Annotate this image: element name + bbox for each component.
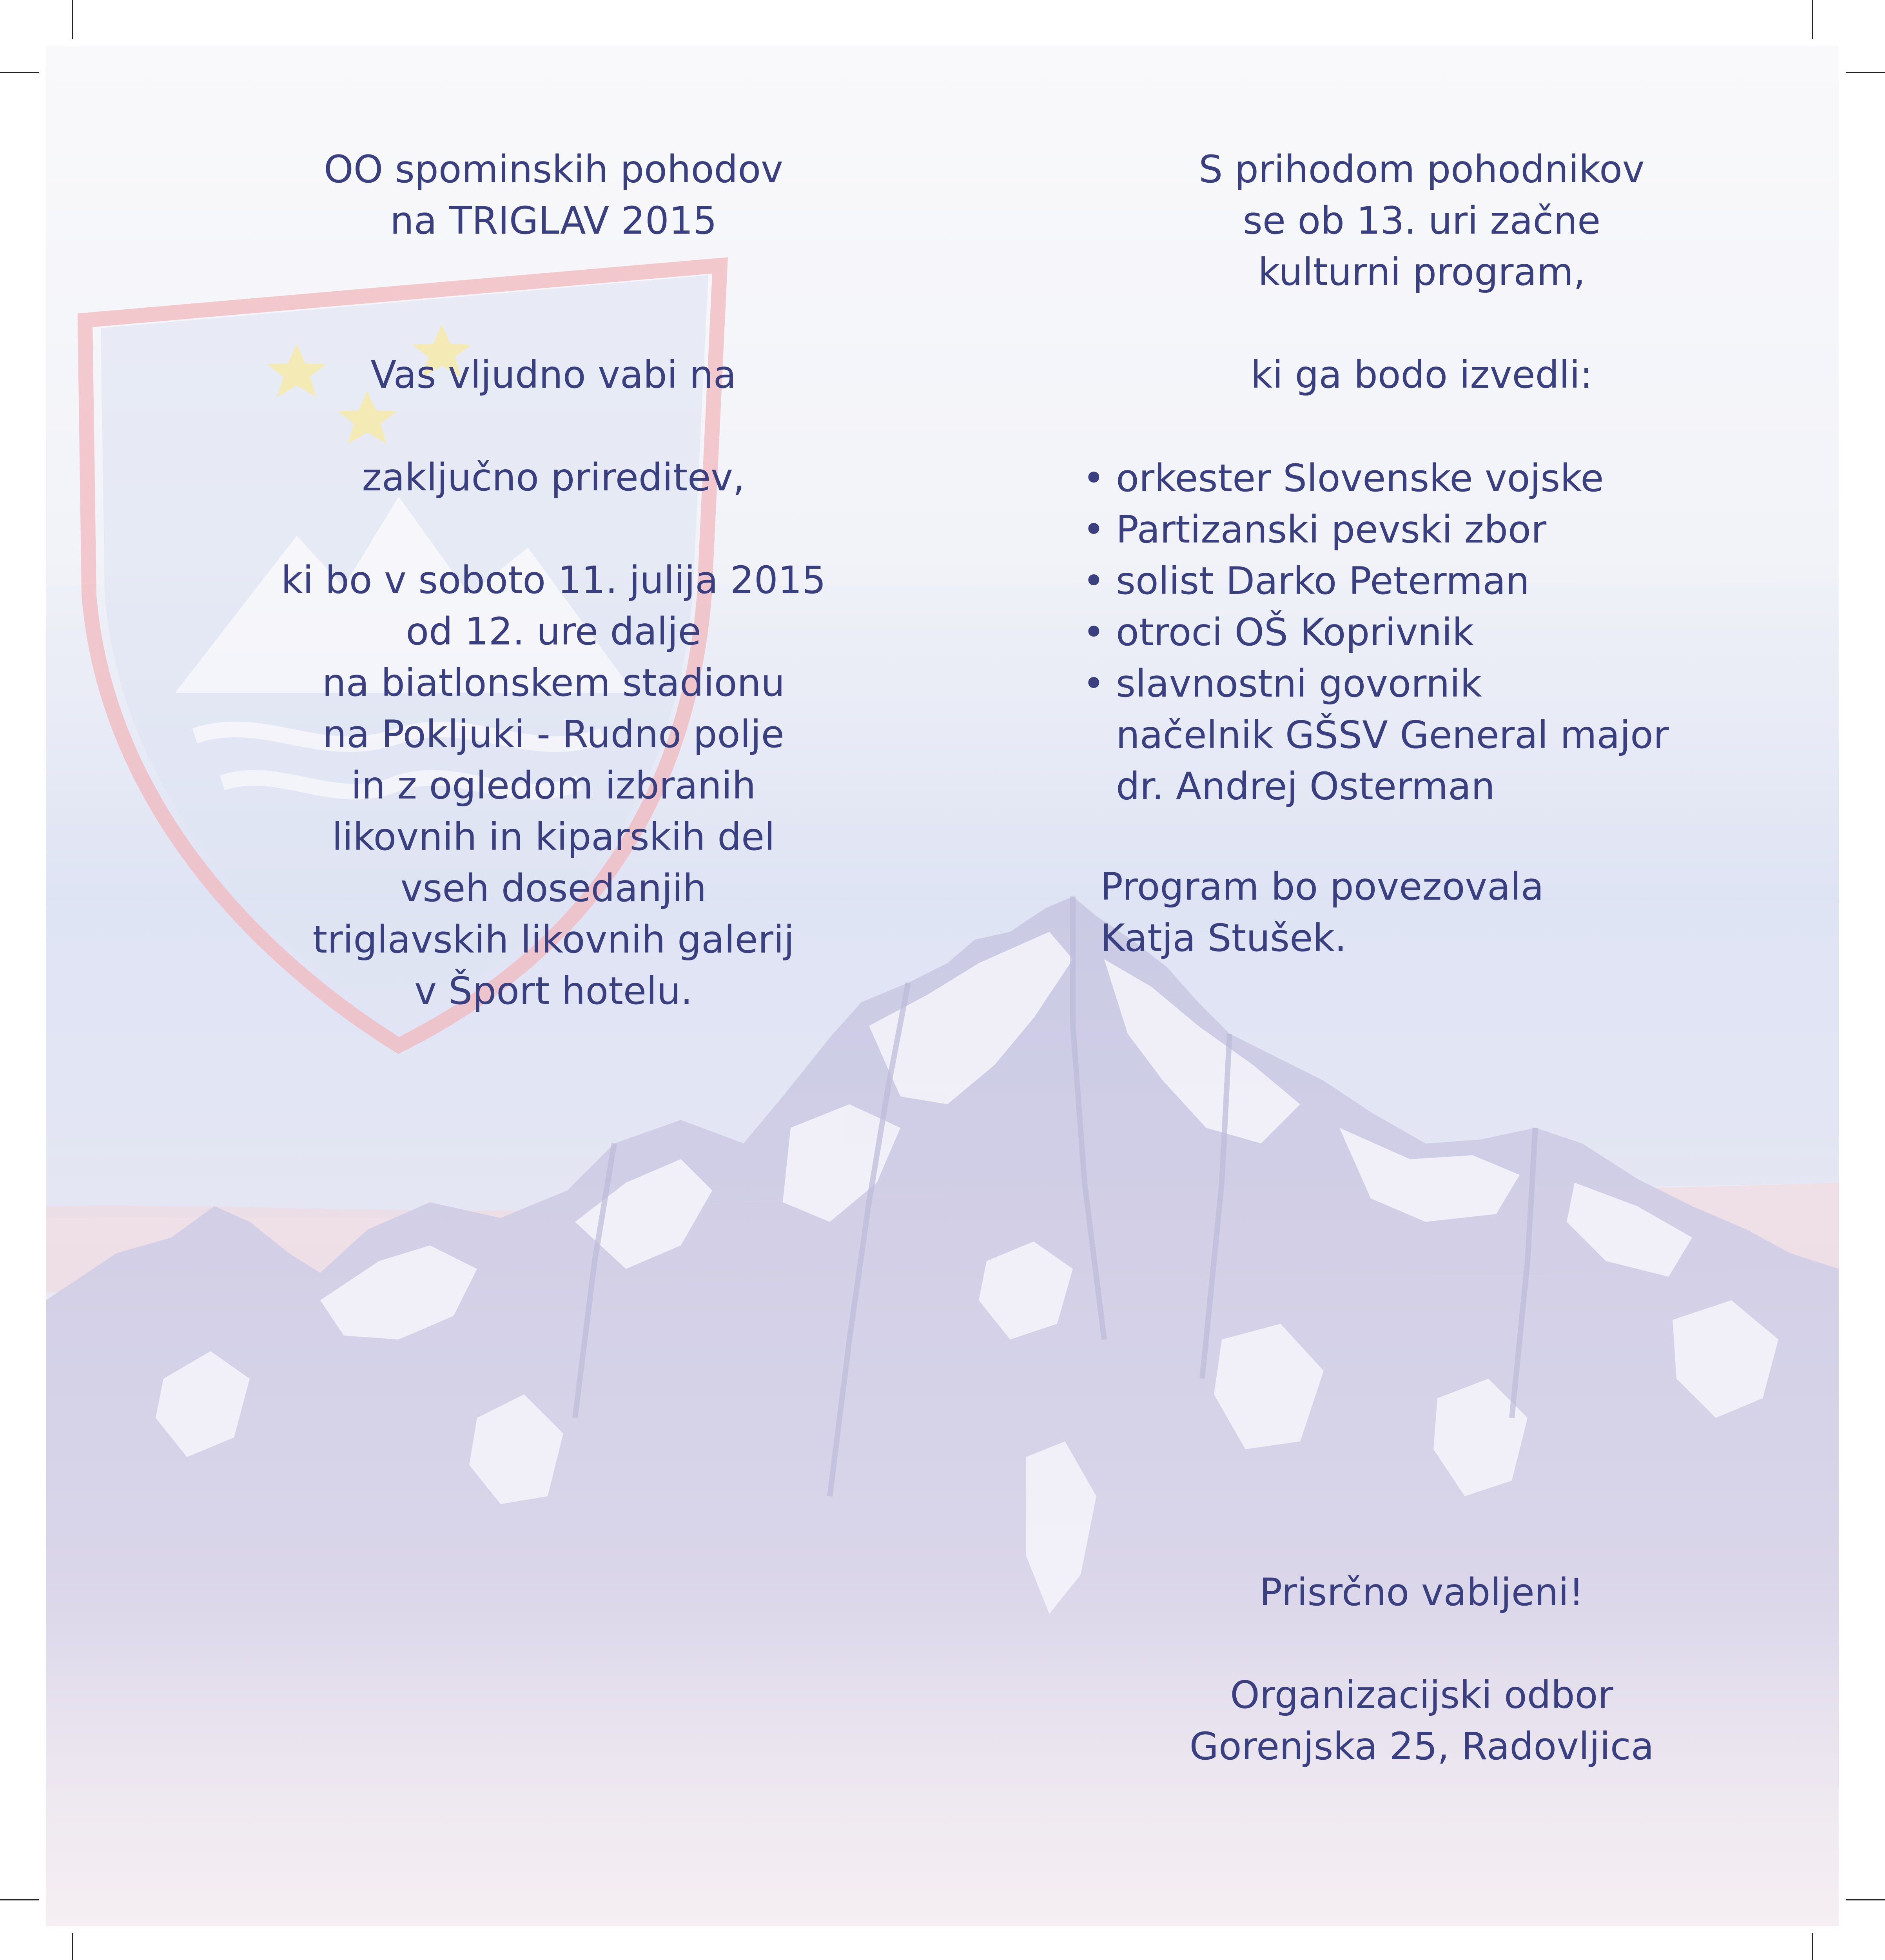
detail-line: triglavskih likovnih galerij (312, 918, 795, 962)
closing-block (1006, 1567, 1837, 1772)
detail-line: na Pokljuki - Rudno polje (323, 712, 784, 756)
bullet-icon: • (1083, 456, 1105, 500)
spacer (1006, 1618, 1837, 1670)
host-line: Program bo povezovala (1100, 865, 1544, 909)
crop-mark-top-right-vertical (1812, 0, 1813, 39)
spacer (1006, 298, 1837, 349)
list-item: • solist Darko Peterman (1081, 555, 1825, 607)
detail-line: ki bo v soboto 11. julija 2015 (281, 558, 826, 602)
speaker-detail: načelnik GŠSV General major (1116, 713, 1669, 757)
event-title: zaključno prireditev, (362, 456, 745, 499)
invite-line: Vas vljudno vabi na (370, 353, 737, 397)
crop-mark-bottom-right-horizontal (1846, 1899, 1885, 1900)
detail-line: vseh dosedanjih (400, 866, 707, 910)
bullet-icon: • (1083, 559, 1105, 603)
crop-mark-bottom-left-vertical (72, 1933, 73, 1960)
crop-mark-top-left-horizontal (0, 72, 39, 73)
performers-list-block (1081, 453, 1825, 812)
detail-line: in z ogledom izbranih (351, 764, 756, 808)
organizer-line: OO spominskih pohodov (324, 147, 783, 191)
signature-line: Gorenjska 25, Radovljica (1189, 1724, 1654, 1768)
detail-line: od 12. ure dalje (406, 610, 701, 653)
bullet-icon: • (1083, 610, 1105, 654)
invitation-sheet (46, 46, 1839, 1926)
left-column (191, 144, 916, 1017)
spacer (191, 401, 916, 452)
intro-line: se ob 13. uri začne (1243, 199, 1601, 243)
crop-mark-top-left-vertical (72, 0, 73, 39)
bullet-icon: • (1083, 662, 1105, 706)
performers-intro: ki ga bodo izvedli: (1250, 353, 1593, 397)
intro-line: S prihodom pohodnikov (1199, 147, 1645, 191)
spacer (191, 503, 916, 555)
program-intro (1006, 144, 1837, 401)
closing-line: Prisrčno vabljeni! (1259, 1570, 1584, 1614)
organizer-line: na TRIGLAV 2015 (390, 199, 717, 243)
crop-mark-bottom-left-horizontal (0, 1899, 39, 1900)
list-item: • slavnostni govornik načelnik GŠSV General major dr. Andrej Osterman (1081, 658, 1825, 812)
bullet-icon: • (1083, 508, 1105, 552)
intro-line: kulturni program, (1258, 250, 1586, 294)
host-line: Katja Stušek. (1100, 916, 1347, 960)
performers-list (1081, 453, 1825, 812)
list-item: • otroci OŠ Koprivnik (1081, 607, 1825, 658)
list-item: • orkester Slovenske vojske (1081, 453, 1825, 504)
detail-line: v Šport hotelu. (414, 969, 693, 1013)
crop-mark-top-right-horizontal (1846, 72, 1885, 73)
detail-line: na biatlonskem stadionu (322, 661, 785, 705)
list-item: • Partizanski pevski zbor (1081, 504, 1825, 555)
spacer (191, 247, 916, 298)
crop-mark-bottom-right-vertical (1812, 1933, 1813, 1960)
detail-line: likovnih in kiparskih del (332, 815, 775, 859)
signature-line: Organizacijski odbor (1230, 1673, 1613, 1717)
host-block (1100, 861, 1806, 964)
speaker-detail: dr. Andrej Osterman (1116, 764, 1495, 808)
